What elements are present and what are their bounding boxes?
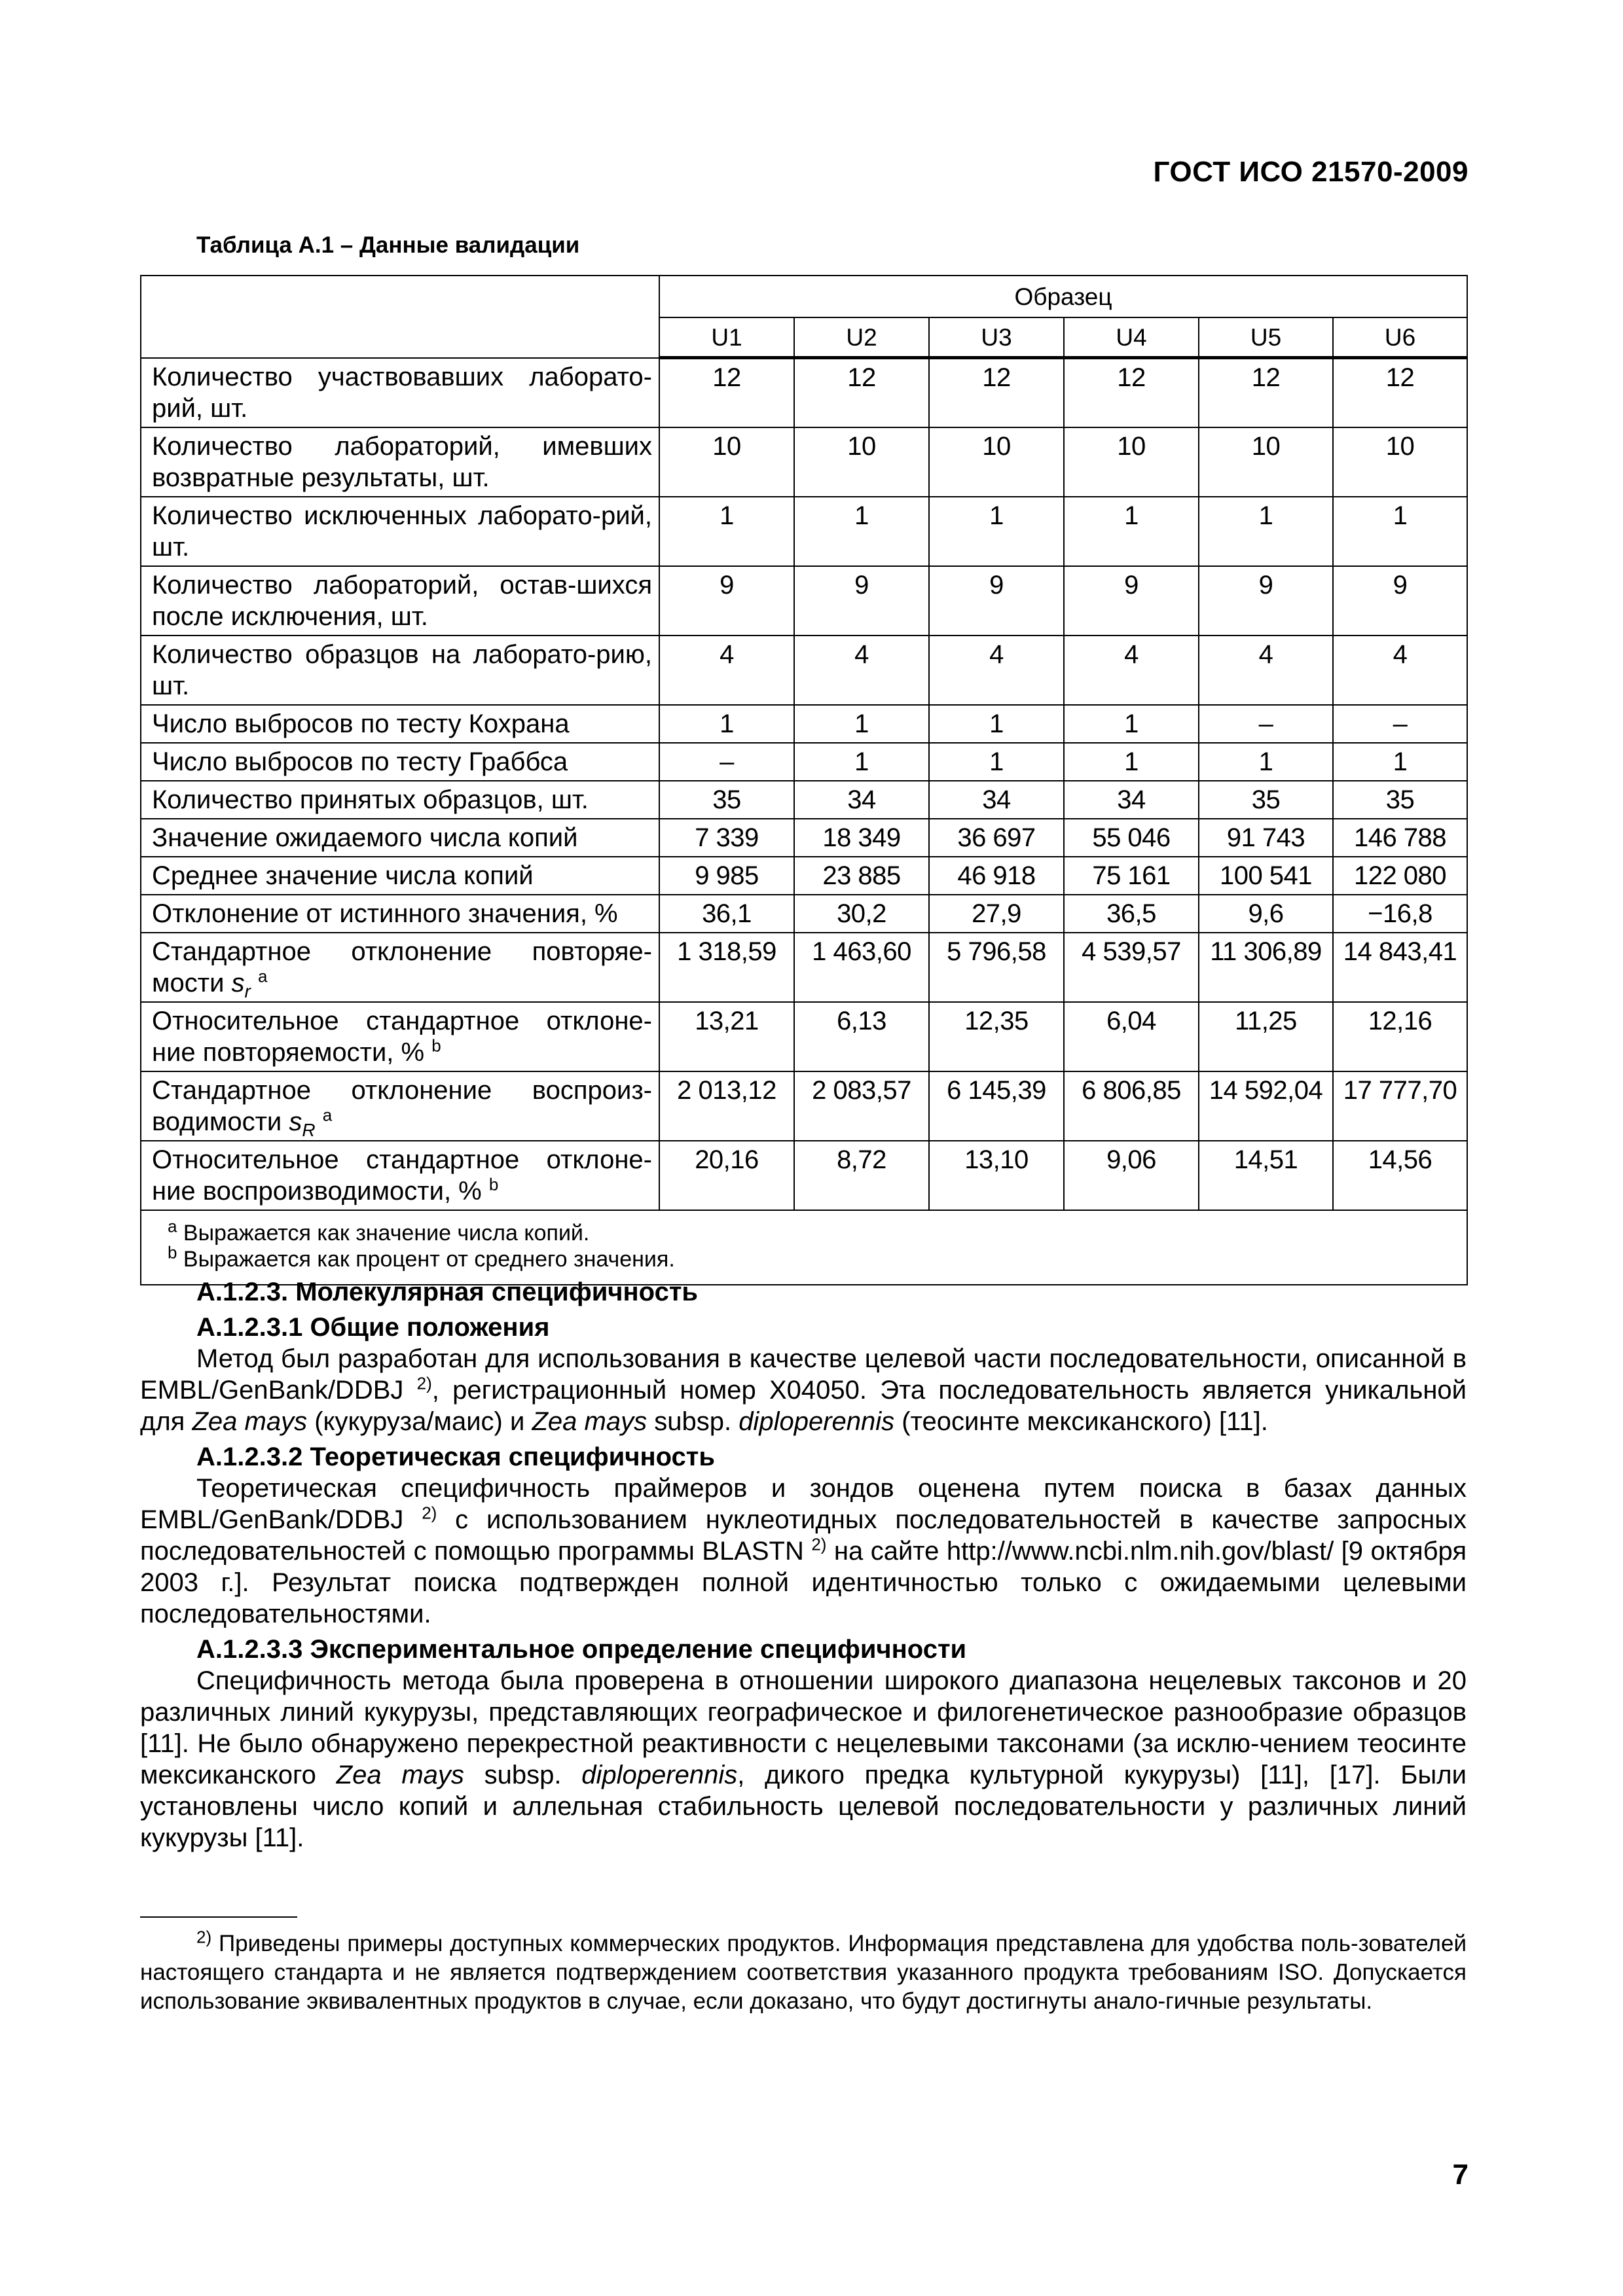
table-cell: 14 843,41 xyxy=(1333,933,1467,1002)
symbol: s xyxy=(289,1107,302,1136)
table-cell: 12 xyxy=(929,358,1064,427)
row-label xyxy=(141,933,659,1002)
table-note xyxy=(168,1216,1460,1246)
row-label-text: Стандартное отклонение воспроиз-водимости xyxy=(152,1075,652,1136)
table-caption: Таблица А.1 – Данные валидации xyxy=(196,232,580,258)
paragraph-text: Метод был разработан для использования в качестве целевой части последовательности, описанной в EMBL/GenBank/DDBJ xyxy=(140,1344,1467,1405)
table-cell: 14,56 xyxy=(1333,1141,1467,1210)
document-header: ГОСТ ИСО 21570-2009 xyxy=(1153,156,1468,188)
table-cell: 10 xyxy=(1199,427,1333,497)
table-cell: 1 xyxy=(1333,497,1467,566)
footnote-mark: b xyxy=(488,1174,499,1194)
paragraph-text: , дикого предка культурной кукурузы) [11], [17]. Были установлены число копий и аллельная стабильность целевой последовательности у различных линий кукурузы [11]. xyxy=(140,1761,1467,1852)
table-note-text: Выражается как значение числа копий. xyxy=(183,1220,590,1246)
table-cell: 12 xyxy=(1199,358,1333,427)
table-row xyxy=(141,1002,1467,1071)
section-heading: А.1.2.3.3 Экспериментальное определение специфичности xyxy=(196,1635,967,1664)
table-cell: 11,25 xyxy=(1199,1002,1333,1071)
table-cell: 46 918 xyxy=(929,857,1064,895)
table-row xyxy=(141,1071,1467,1141)
table-cell: 1 xyxy=(1064,743,1199,781)
table-cell: 36,5 xyxy=(1064,895,1199,933)
footnote-mark: b xyxy=(431,1035,441,1056)
table-cell: 11 306,89 xyxy=(1199,933,1333,1002)
table-cell: 1 xyxy=(929,743,1064,781)
table-cell: 1 xyxy=(929,497,1064,566)
footnote-mark: 2) xyxy=(196,1927,212,1947)
species-name: Zea mays xyxy=(532,1407,647,1436)
table-cell: 6 145,39 xyxy=(929,1071,1064,1141)
footnote-mark: a xyxy=(322,1105,333,1125)
row-label: Количество исключенных лаборато-рий, шт. xyxy=(141,497,659,566)
table-cell: 9 xyxy=(1333,566,1467,636)
section-heading: А.1.2.3. Молекулярная специфичность xyxy=(196,1278,698,1306)
row-label-text: Относительное стандартное отклоне-ние повторяемости, % xyxy=(152,1006,652,1067)
table-cell: 6,04 xyxy=(1064,1002,1199,1071)
table-cell: 20,16 xyxy=(659,1141,794,1210)
table-cell: 91 743 xyxy=(1199,819,1333,857)
table-cell: 12 xyxy=(794,358,929,427)
table-row xyxy=(141,705,1467,743)
paragraph-text: (кукуруза/маис) и xyxy=(314,1407,525,1436)
table-notes-row xyxy=(141,1210,1467,1285)
paragraph-text: на сайте http://www.ncbi.nlm.nih.gov/blast/ [9 октября 2003 г.]. Результат поиска подтвержден полной идентичностью только с ожидаемыми целевыми последовательностями. xyxy=(140,1537,1467,1628)
row-label xyxy=(141,1071,659,1141)
table-row xyxy=(141,427,1467,497)
column-header: U5 xyxy=(1199,317,1333,358)
variety-name: diploperennis xyxy=(739,1407,895,1436)
paragraph-text: subsp. xyxy=(484,1761,562,1789)
table-notes xyxy=(141,1210,1467,1285)
table-row xyxy=(141,933,1467,1002)
symbol-subscript: r xyxy=(244,980,251,1001)
table-cell: 34 xyxy=(1064,781,1199,819)
table-cell: 6,13 xyxy=(794,1002,929,1071)
table-cell: 9,06 xyxy=(1064,1141,1199,1210)
column-header: U1 xyxy=(659,317,794,358)
table-cell: 34 xyxy=(929,781,1064,819)
page-number: 7 xyxy=(1452,2159,1468,2191)
column-header: U6 xyxy=(1333,317,1467,358)
table-cell: 75 161 xyxy=(1064,857,1199,895)
row-label xyxy=(141,1141,659,1210)
table-cell: 10 xyxy=(794,427,929,497)
table-note-text: Выражается как процент от среднего значения. xyxy=(183,1246,675,1272)
table-row xyxy=(141,857,1467,895)
table-cell: 27,9 xyxy=(929,895,1064,933)
table-cell: 30,2 xyxy=(794,895,929,933)
table-cell: 1 xyxy=(929,705,1064,743)
paragraph-text: , регистрационный номер X04050. Эта последовательность является уникальной для xyxy=(140,1376,1467,1436)
paragraph xyxy=(140,1665,1467,1854)
table-row xyxy=(141,819,1467,857)
paragraph-text: Теоретическая специфичность праймеров и зондов оценена путем поиска в базах данных EMBL/GenBank/DDBJ xyxy=(140,1474,1467,1534)
table-cell: 13,21 xyxy=(659,1002,794,1071)
footnote-mark: 2) xyxy=(416,1373,432,1393)
footnote-mark: 2) xyxy=(811,1534,827,1554)
table-cell: 10 xyxy=(1333,427,1467,497)
column-header: U2 xyxy=(794,317,929,358)
table-row xyxy=(141,1141,1467,1210)
table-cell: 4 xyxy=(659,636,794,705)
table-row xyxy=(141,566,1467,636)
row-label xyxy=(141,1002,659,1071)
footnote-mark: a xyxy=(168,1216,177,1236)
footnote-mark: a xyxy=(258,966,268,986)
row-label: Количество участвовавших лаборато-рий, шт. xyxy=(141,358,659,427)
table-cell: 4 539,57 xyxy=(1064,933,1199,1002)
table-cell: 12 xyxy=(1064,358,1199,427)
table-cell: 9 985 xyxy=(659,857,794,895)
table-cell: 9 xyxy=(1199,566,1333,636)
paragraph-text: subsp. xyxy=(654,1407,732,1436)
table-cell: 9 xyxy=(659,566,794,636)
table-cell: 55 046 xyxy=(1064,819,1199,857)
table-cell: 10 xyxy=(659,427,794,497)
table-cell: 122 080 xyxy=(1333,857,1467,895)
sample-group-header: Образец xyxy=(659,276,1467,317)
table-cell: 100 541 xyxy=(1199,857,1333,895)
table-cell: 9,6 xyxy=(1199,895,1333,933)
table-cell: 23 885 xyxy=(794,857,929,895)
table-cell: 1 xyxy=(659,705,794,743)
table-cell: 12 xyxy=(659,358,794,427)
table-cell: −16,8 xyxy=(1333,895,1467,933)
table-cell: 4 xyxy=(929,636,1064,705)
table-cell: 7 339 xyxy=(659,819,794,857)
table-cell: 14,51 xyxy=(1199,1141,1333,1210)
table-cell: 36,1 xyxy=(659,895,794,933)
section-heading: А.1.2.3.1 Общие положения xyxy=(196,1313,550,1342)
footnote-mark: 2) xyxy=(422,1503,437,1523)
row-label: Среднее значение числа копий xyxy=(141,857,659,895)
symbol-subscript: R xyxy=(302,1119,316,1140)
validation-table xyxy=(140,275,1468,1285)
paragraph-text: (теосинте мексиканского) [11]. xyxy=(902,1407,1268,1436)
table-cell: 34 xyxy=(794,781,929,819)
table-cell: – xyxy=(1199,705,1333,743)
table-cell: 1 xyxy=(794,743,929,781)
table-cell: 1 xyxy=(1199,497,1333,566)
table-cell: 9 xyxy=(1064,566,1199,636)
table-cell: 1 xyxy=(1333,743,1467,781)
table-corner-cell xyxy=(141,276,659,358)
table-cell: 1 463,60 xyxy=(794,933,929,1002)
table-cell: 35 xyxy=(659,781,794,819)
table-cell: 35 xyxy=(1199,781,1333,819)
paragraph-text: с использованием нуклеотидных последовательностей в качестве запросных последовательностей с помощью программы BLASTN xyxy=(140,1505,1467,1566)
species-name: Zea mays xyxy=(192,1407,308,1436)
species-name: Zea mays xyxy=(336,1761,464,1789)
table-cell: 1 xyxy=(1064,705,1199,743)
table-row xyxy=(141,743,1467,781)
table-row xyxy=(141,636,1467,705)
table-cell: 1 xyxy=(1064,497,1199,566)
table-cell: 12,16 xyxy=(1333,1002,1467,1071)
table-cell: 10 xyxy=(929,427,1064,497)
footnote xyxy=(140,1929,1467,2016)
variety-name: diploperennis xyxy=(581,1761,738,1789)
table-cell: 146 788 xyxy=(1333,819,1467,857)
section-heading: А.1.2.3.2 Теоретическая специфичность xyxy=(196,1443,715,1471)
table-cell: 1 318,59 xyxy=(659,933,794,1002)
body-text xyxy=(140,1276,1467,1854)
table-cell: 5 796,58 xyxy=(929,933,1064,1002)
footnote-text: Приведены примеры доступных коммерческих продуктов. Информация представлена для удобства поль-зователей настоящего стандарта и не является подтверждением соответствия указанного продукта требованиям ISO. Допускается использование эквивалентных продуктов в случае, если доказано, что будут достигнуты анало-гичные результаты. xyxy=(140,1931,1467,2014)
table-cell: 36 697 xyxy=(929,819,1064,857)
table-cell: 17 777,70 xyxy=(1333,1071,1467,1141)
table-cell: 4 xyxy=(1333,636,1467,705)
table-cell: – xyxy=(1333,705,1467,743)
table-row xyxy=(141,781,1467,819)
row-label: Число выбросов по тесту Граббса xyxy=(141,743,659,781)
paragraph xyxy=(140,1473,1467,1630)
table-cell: 4 xyxy=(794,636,929,705)
row-label-text: Относительное стандартное отклоне-ние воспроизводимости, % xyxy=(152,1145,652,1206)
table-cell: – xyxy=(659,743,794,781)
row-label-text: Стандартное отклонение повторяе-мости xyxy=(152,937,652,997)
table-row xyxy=(141,895,1467,933)
row-label: Число выбросов по тесту Кохрана xyxy=(141,705,659,743)
table-cell: 9 xyxy=(929,566,1064,636)
row-label: Значение ожидаемого числа копий xyxy=(141,819,659,857)
table-row xyxy=(141,358,1467,427)
table-cell: 2 013,12 xyxy=(659,1071,794,1141)
footnote-divider xyxy=(140,1916,297,1918)
table-header-row xyxy=(141,276,1467,317)
table-cell: 12,35 xyxy=(929,1002,1064,1071)
table-cell: 6 806,85 xyxy=(1064,1071,1199,1141)
table-cell: 1 xyxy=(1199,743,1333,781)
table-cell: 12 xyxy=(1333,358,1467,427)
table-cell: 18 349 xyxy=(794,819,929,857)
row-label: Количество образцов на лаборато-рию, шт. xyxy=(141,636,659,705)
table-cell: 1 xyxy=(794,705,929,743)
paragraph-text: Специфичность метода была проверена в отношении широкого диапазона нецелевых таксонов и 20 различных линий кукурузы, представляющих географическое и филогенетическое разнообразие образцов [11]. Не было обнаружено перекрестной реактивности с нецелевыми таксонами (за исклю-чением теосинте мексиканского xyxy=(140,1666,1467,1789)
paragraph xyxy=(140,1343,1467,1437)
table-row xyxy=(141,497,1467,566)
table-cell: 13,10 xyxy=(929,1141,1064,1210)
table-cell: 4 xyxy=(1199,636,1333,705)
row-label: Количество лабораторий, имевших возвратные результаты, шт. xyxy=(141,427,659,497)
table-cell: 9 xyxy=(794,566,929,636)
table-cell: 35 xyxy=(1333,781,1467,819)
column-header: U3 xyxy=(929,317,1064,358)
table-cell: 1 xyxy=(794,497,929,566)
footnote-mark: b xyxy=(168,1242,177,1263)
symbol: s xyxy=(231,968,245,997)
row-label: Отклонение от истинного значения, % xyxy=(141,895,659,933)
table-cell: 14 592,04 xyxy=(1199,1071,1333,1141)
table-cell: 10 xyxy=(1064,427,1199,497)
column-header: U4 xyxy=(1064,317,1199,358)
table-cell: 2 083,57 xyxy=(794,1071,929,1141)
table-note xyxy=(168,1242,1460,1272)
row-label: Количество лабораторий, остав-шихся после исключения, шт. xyxy=(141,566,659,636)
table-cell: 4 xyxy=(1064,636,1199,705)
table-cell: 1 xyxy=(659,497,794,566)
table-cell: 8,72 xyxy=(794,1141,929,1210)
row-label: Количество принятых образцов, шт. xyxy=(141,781,659,819)
